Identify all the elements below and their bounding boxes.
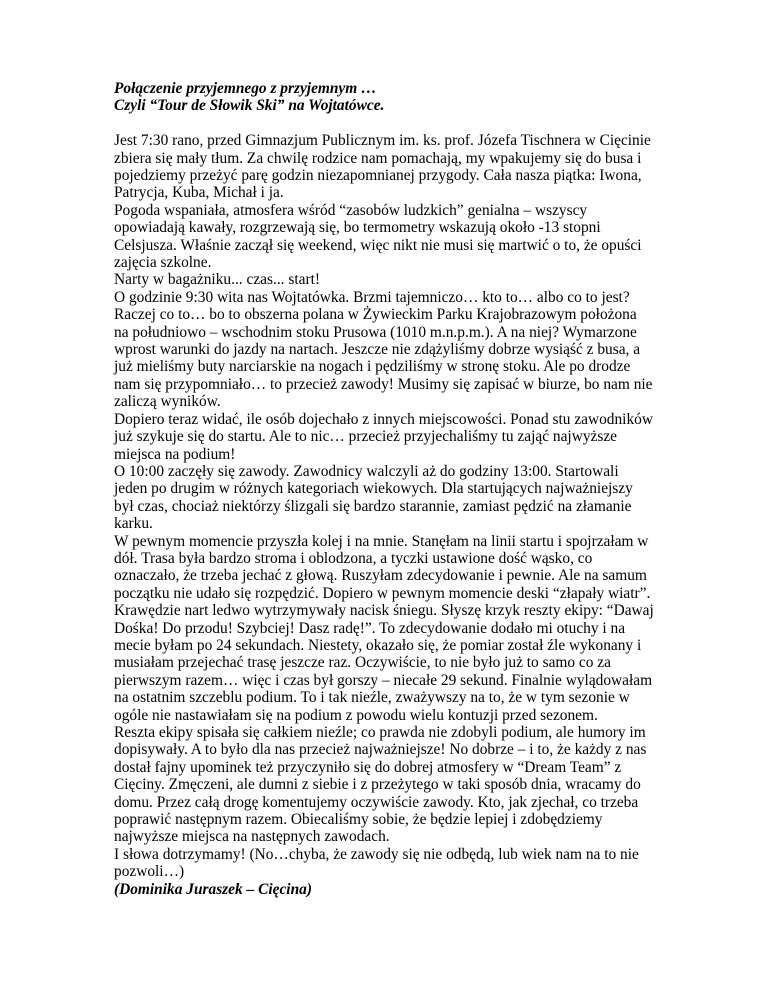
paragraph-4: O godzinie 9:30 wita nas Wojtatówka. Brzmi tajemniczo… kto to… albo co to jest? <box>114 288 630 306</box>
document-page <box>114 80 654 898</box>
paragraph-9: Reszta ekipy spisała się całkiem nieźle; co prawda nie zdobyli podium, ale humory im dopisywały. A to było dla nas przecież najważniejsze! No dobrze – i to, że każdy z nas dostał fajny upominek też przyczyniło się do dobrej atmosfery w “Dream Team” z Cięciny. Zmęczeni, ale dumni z siebie i z przeżytego w taki sposób dnia, wracamy do domu. Przez całą drogę komentujemy oczywiście zawody. Kto, jak zjechał, co trzeba poprawić następnym razem. Obiecaliśmy sobie, że będzie lepiej i zdobędziemy najwyższe miejsca na następnych zawodach. <box>114 724 647 846</box>
article-title <box>114 80 654 115</box>
article-body <box>114 132 654 880</box>
blank-line <box>114 115 654 132</box>
author-signature: (Dominika Juraszek – Cięcina) <box>114 880 312 898</box>
paragraph-1: Jest 7:30 rano, przed Gimnazjum Publicznym im. ks. prof. Józefa Tischnera w Cięcinie zbiera się mały tłum. Za chwilę rodzice nam pomachają, my wpakujemy się do busa i pojedziemy przeżyć parę godzin niezapomnianej przygody. Cała nasza piątka: Iwona, Patrycja, Kuba, Michał i ja. <box>114 132 651 202</box>
paragraph-7: O 10:00 zaczęły się zawody. Zawodnicy walczyli aż do godziny 13:00. Startowali jeden po drugim w różnych kategoriach wiekowych. Dla startujących najważniejszy był czas, chociaż niektórzy ślizgali się bardzo starannie, zamiast pędzić na złamanie karku. <box>114 462 633 533</box>
paragraph-6: Dopiero teraz widać, ile osób dojechało z innych miejscowości. Ponad stu zawodników już szykuje się do startu. Ale to nic… przecież przyjechaliśmy tu zająć najwyższe miejsca na podium! <box>114 410 653 463</box>
title-line-1: Połączenie przyjemnego z przyjemnym … <box>114 80 377 97</box>
title-line-2: Czyli “Tour de Słowik Ski” na Wojtatówce. <box>114 97 385 115</box>
paragraph-10: I słowa dotrzymamy! (No…chyba, że zawody się nie odbędą, lub wiek nam na to nie pozwoli…) <box>114 845 639 881</box>
paragraph-5: Raczej co to… bo to obszerna polana w Żywieckim Parku Krajobrazowym położona na południowo – wschodnim stoku Prusowa (1010 m.n.p.m.). A na niej? Wymarzone wprost warunki do jazdy na nartach. Jeszcze nie zdążyliśmy dobrze wysiąść z busa, a już mieliśmy buty narciarskie na nogach i pędziliśmy w stronę stoku. Ale po drodze nam się przypomniało… to przecież zawody! Musimy się zapisać w biurze, bo nam nie zaliczą wyników. <box>114 306 653 411</box>
paragraph-2: Pogoda wspaniała, atmosfera wśród “zasobów ludzkich” genialna – wszyscy opowiadają kawały, rozgrzewają się, bo termometry wskazują około -13 stopni Celsjusza. Właśnie zaczął się weekend, więc nikt nie musi się martwić o to, że opuści zajęcia szkolne. <box>114 201 642 272</box>
paragraph-8: W pewnym momencie przyszła kolej i na mnie. Stanęłam na linii startu i spojrzałam w dół. Trasa była bardzo stroma i oblodzona, a tyczki ustawione dość wąsko, co oznaczało, że trzeba jechać z głową. Ruszyłam zdecydowanie i pewnie. Ale na samum początku nie udało się rozpędzić. Dopiero w pewnym momencie deski “złapały wiatr”. Krawędzie nart ledwo wytrzymywały nacisk śniegu. Słyszę krzyk reszty ekipy: “Dawaj Dośka! Do przodu! Szybciej! Dasz radę!”. To zdecydowanie dodało mi otuchy i na mecie byłam po 24 sekundach. Niestety, okazało się, że pomiar został źle wykonany i musiałam przejechać trasę jeszcze raz. Oczywiście, to nie było już to samo co za pierwszym razem… więc i czas był gorszy – niecałe 29 sekund. Finalnie wylądowałam na ostatnim szczeblu podium. To i tak nieźle, zważywszy na to, że w tym sezonie w ogóle nie nastawiałam się na podium z powodu wielu kontuzji przed sezonem. <box>114 532 654 724</box>
paragraph-3: Narty w bagażniku... czas... start! <box>114 271 320 289</box>
